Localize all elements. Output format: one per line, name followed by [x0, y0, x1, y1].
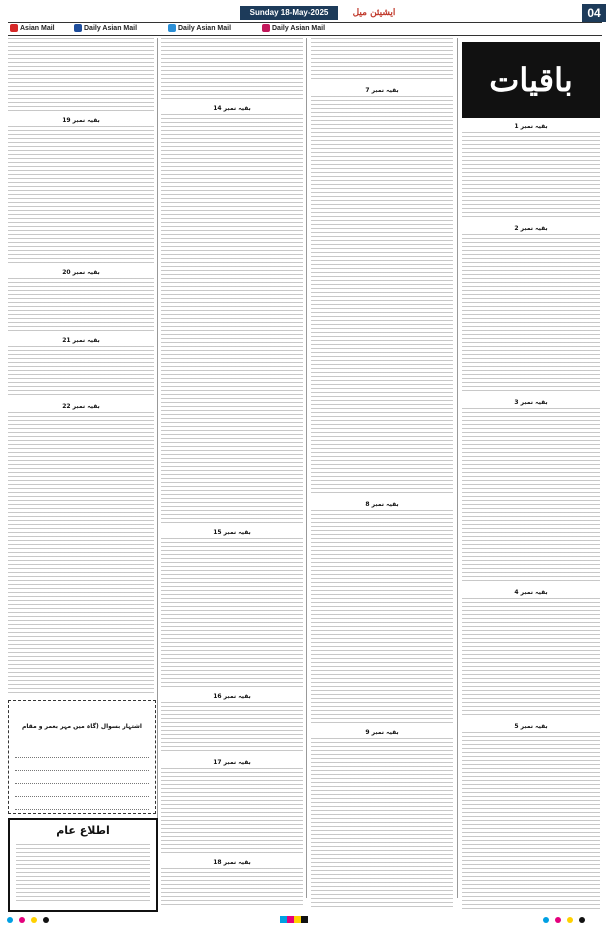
column-1 [8, 38, 154, 694]
article-body [311, 96, 453, 496]
article-body [8, 346, 154, 398]
table-row [15, 784, 149, 797]
table-row [15, 771, 149, 784]
social-twitter[interactable]: Daily Asian Mail [168, 23, 231, 35]
page-number: 04 [582, 4, 606, 22]
table-row [15, 758, 149, 771]
article-body [311, 38, 453, 82]
continuation-heading: بقیہ نمبر 16 [213, 693, 251, 700]
article-body [161, 538, 303, 688]
continuation-heading: بقیہ نمبر 22 [62, 403, 100, 410]
continuation-heading: بقیہ نمبر 7 [365, 87, 399, 94]
social-youtube[interactable]: Asian Mail [10, 23, 55, 35]
continuation-heading: بقیہ نمبر 3 [514, 399, 548, 406]
article-body [161, 38, 303, 100]
continuation-heading: بقیہ نمبر 20 [62, 269, 100, 276]
continuation-heading: بقیہ نمبر 19 [62, 117, 100, 124]
article-body [462, 732, 600, 910]
article-body [311, 510, 453, 724]
article-body [462, 408, 600, 584]
twitter-icon [168, 24, 176, 32]
instagram-icon [262, 24, 270, 32]
continuation-heading: بقیہ نمبر 8 [365, 501, 399, 508]
continuation-heading: بقیہ نمبر 14 [213, 105, 251, 112]
continuation-heading: بقیہ نمبر 1 [514, 123, 548, 130]
section-title: باقیات [462, 42, 600, 118]
facebook-icon [74, 24, 82, 32]
color-dots-right [540, 912, 588, 931]
continuation-heading: بقیہ نمبر 9 [365, 729, 399, 736]
column-2 [161, 38, 303, 908]
column-divider [306, 38, 307, 898]
death-notice-box [8, 700, 156, 814]
article-body [8, 278, 154, 332]
continuation-heading: بقیہ نمبر 2 [514, 225, 548, 232]
article-body [311, 738, 453, 908]
article-body [8, 38, 154, 112]
table-row [15, 797, 149, 810]
continuation-heading: بقیہ نمبر 21 [62, 337, 100, 344]
print-registration-bar [0, 912, 610, 927]
column-divider [157, 38, 158, 898]
article-body [161, 868, 303, 908]
continuation-heading: بقیہ نمبر 5 [514, 723, 548, 730]
social-facebook[interactable]: Daily Asian Mail [74, 23, 137, 35]
continuation-heading: بقیہ نمبر 15 [213, 529, 251, 536]
death-notice-title: اشتہار بسوال (گاہ میں مہر بعمر و مقام [22, 723, 142, 730]
table-row [15, 745, 149, 758]
continuation-heading: بقیہ نمبر 18 [213, 859, 251, 866]
column-3 [311, 38, 453, 908]
notice-body [16, 844, 150, 904]
notice-title: اطلاع عام [56, 824, 110, 837]
newspaper-logo: ایشیئن میل [352, 8, 396, 18]
article-body [462, 234, 600, 394]
article-body [8, 126, 154, 264]
social-instagram[interactable]: Daily Asian Mail [262, 23, 325, 35]
social-bar [8, 22, 602, 36]
color-dots-left [4, 912, 52, 931]
column-right [462, 120, 600, 910]
youtube-icon [10, 24, 18, 32]
public-notice-box [8, 818, 158, 912]
article-body [161, 114, 303, 524]
article-body [8, 412, 154, 694]
column-divider [457, 38, 458, 898]
continuation-heading: بقیہ نمبر 17 [213, 759, 251, 766]
article-body [462, 132, 600, 220]
article-body [161, 768, 303, 854]
article-body [462, 598, 600, 718]
article-body [161, 702, 303, 754]
continuation-heading: بقیہ نمبر 4 [514, 589, 548, 596]
issue-date: Sunday 18-May-2025 [240, 6, 338, 20]
masthead [8, 4, 602, 22]
color-squares-center [280, 912, 308, 931]
death-notice-table [15, 745, 149, 807]
